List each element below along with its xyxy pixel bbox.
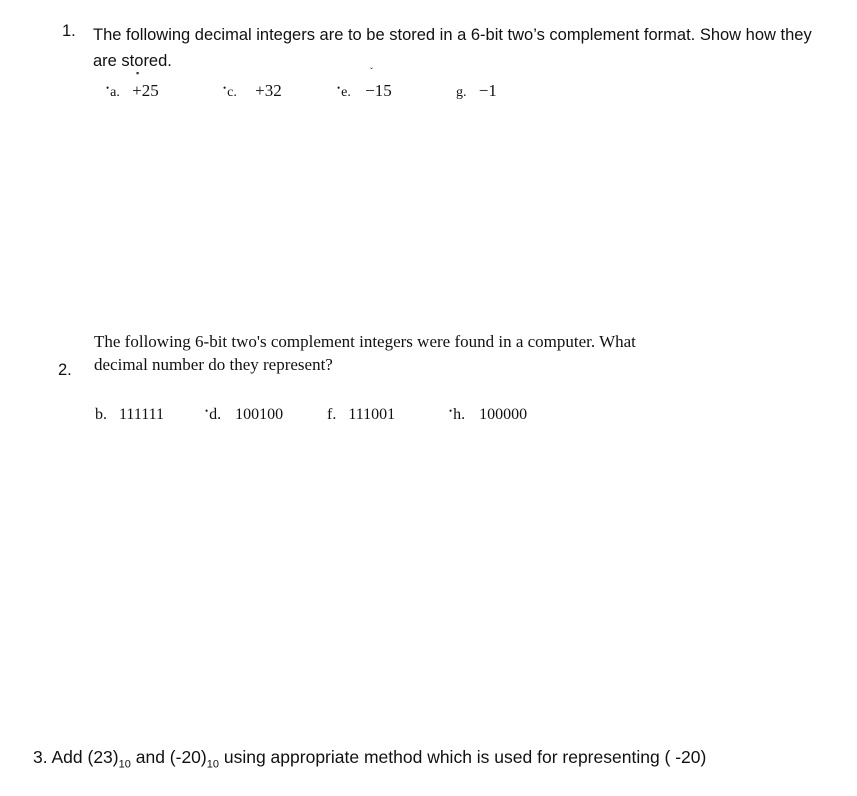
option-h [449, 406, 527, 424]
question-3-part: 3. Add (23) [33, 747, 119, 767]
option-label: a. [110, 85, 120, 100]
option-value: 100100 [235, 406, 284, 423]
option-e [337, 81, 392, 101]
stray-mark: ˇ [370, 66, 373, 76]
option-value: 100000 [479, 406, 528, 423]
option-b [95, 406, 164, 424]
star-marker: • [205, 406, 209, 416]
option-d [205, 406, 283, 424]
option-c [223, 81, 282, 101]
option-label: c. [227, 85, 237, 100]
option-label: g. [456, 85, 467, 100]
option-a [106, 81, 159, 101]
option-label: f. [327, 406, 337, 423]
question-2-number: 2. [58, 361, 72, 379]
star-marker: • [337, 83, 341, 93]
option-value: +32 [255, 81, 282, 100]
option-value: −1 [478, 81, 497, 100]
question-1-number: 1. [62, 22, 76, 40]
option-f [327, 406, 395, 424]
option-label: e. [341, 85, 351, 100]
option-value: 111111 [119, 406, 165, 423]
question-3-part: using appropriate method which is used for representing ( -20) [219, 747, 707, 767]
star-marker: • [223, 83, 227, 93]
question-3-part: and (-20) [130, 747, 207, 767]
subscript-base: 10 [118, 758, 131, 771]
option-value: 111001 [348, 406, 396, 423]
subscript-base: 10 [206, 758, 219, 771]
option-label: b. [95, 406, 107, 423]
question-3-text [33, 747, 706, 771]
option-g [456, 81, 497, 101]
option-value: +25 [132, 81, 159, 100]
star-marker: • [106, 83, 110, 93]
question-1-text: The following decimal integers are to be stored in a 6-bit two’s complement format. Show how they are stored. [93, 26, 812, 70]
option-label: d. [209, 406, 222, 423]
star-marker: • [449, 406, 453, 416]
stray-mark: ▪ [136, 68, 140, 78]
option-label: h. [453, 406, 466, 423]
question-2-text: The following 6-bit two's complement integers were found in a computer. What decimal number do they represent? [94, 332, 636, 374]
option-value: −15 [365, 81, 392, 100]
